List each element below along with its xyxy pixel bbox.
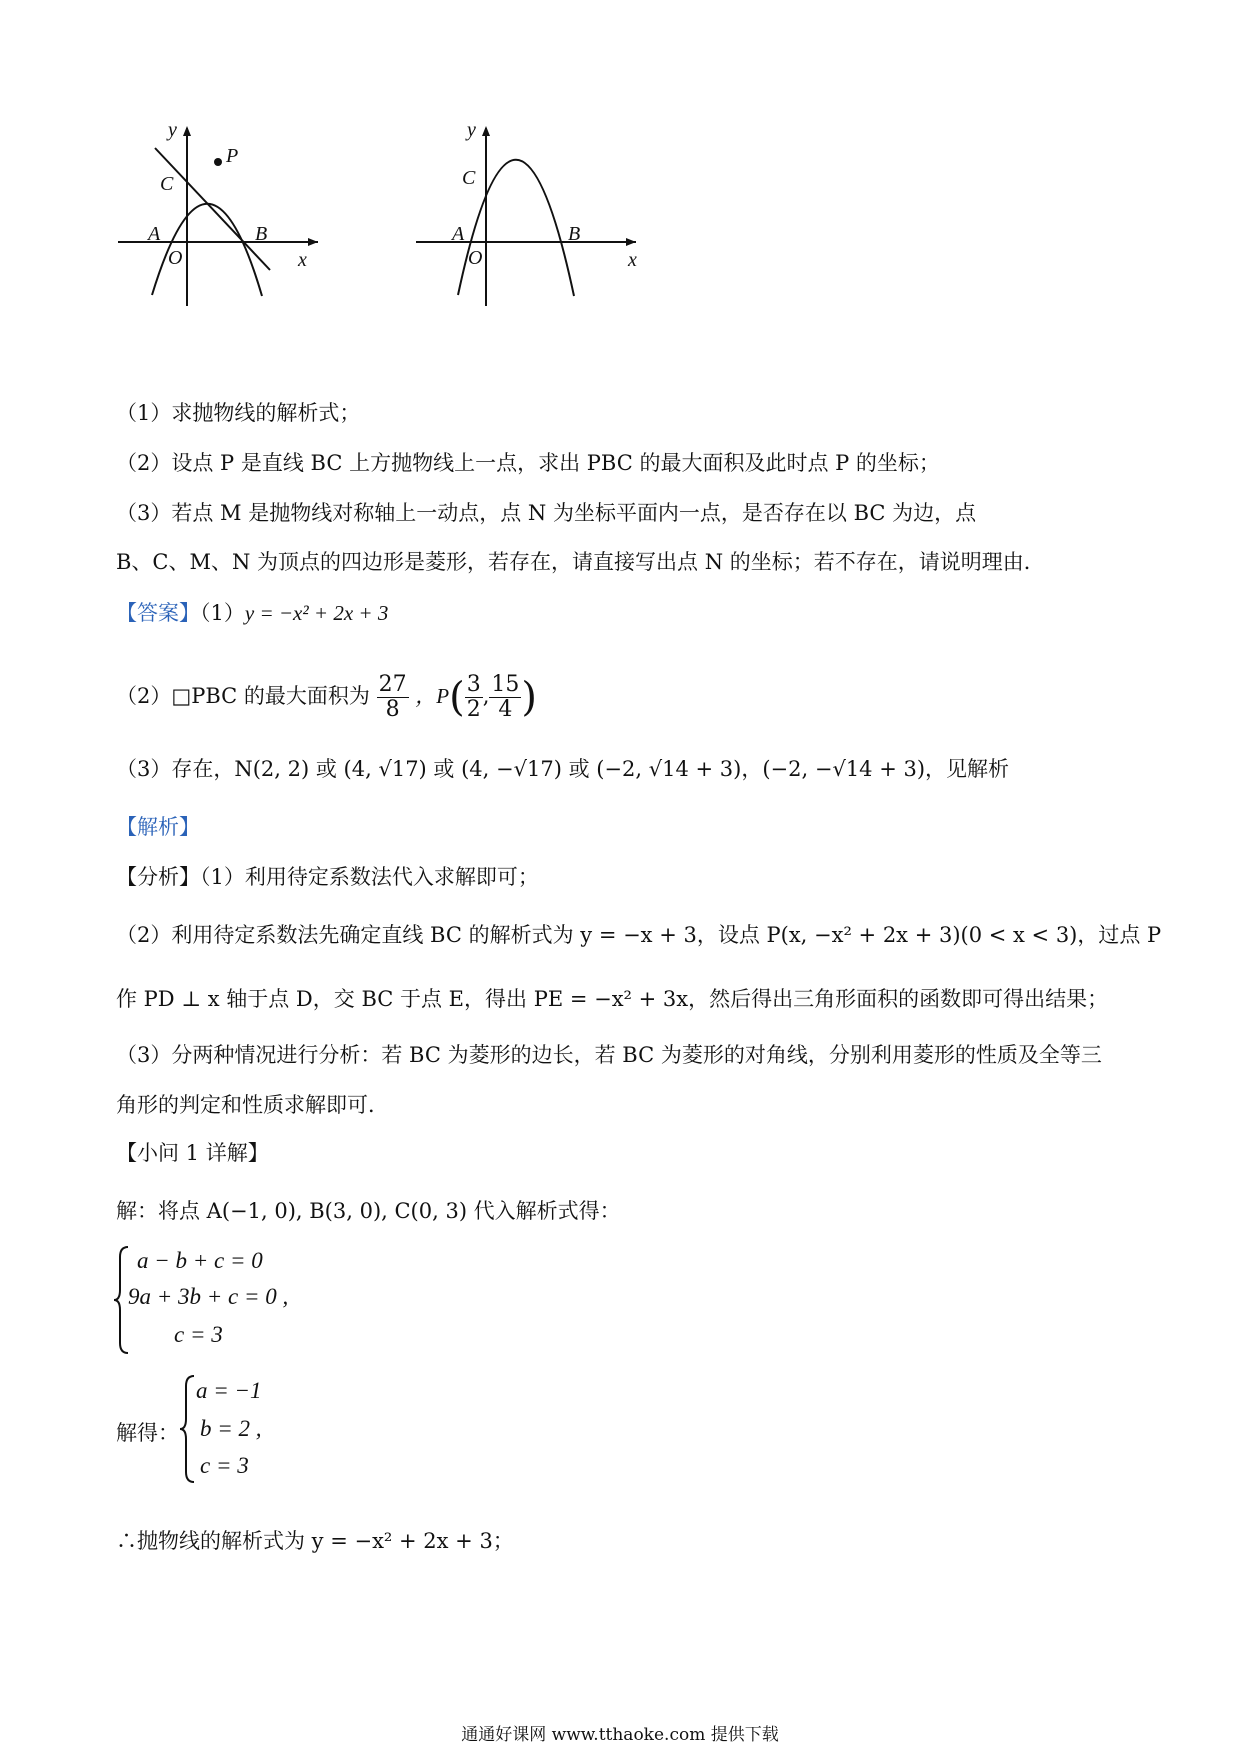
answer-2-prefix: （2） (116, 684, 172, 708)
analysis-fenxi: 【分析】（1）利用待定系数法代入求解即可； (116, 865, 539, 889)
solved-label: 解得： (116, 1421, 179, 1445)
analysis-part3-line2: 角形的判定和性质求解即可． (116, 1093, 389, 1117)
system-2-row-1: a = −1 (196, 1378, 262, 1403)
left-paren: ( (449, 674, 465, 721)
label-a: A (452, 223, 465, 245)
label-y: y (467, 120, 476, 141)
answer-label: 【答案】 (116, 601, 200, 625)
point-p-dot (214, 158, 222, 166)
max-area-fraction (377, 673, 409, 722)
label-x: x (298, 249, 307, 271)
question-3-line1: （3）若点 M 是抛物线对称轴上一动点，点 N 为坐标平面内一点，是否存在以 BC 为边，点 (116, 501, 977, 525)
analysis-part3-line1: （3）分两种情况进行分析：若 BC 为菱形的边长，若 BC 为菱形的对角线，分别利用菱形的性质及全等三 (116, 1043, 1102, 1067)
right-paren: ) (521, 674, 538, 721)
system-brace-2 (178, 1374, 198, 1484)
fraction-numerator: 15 (491, 672, 520, 697)
label-b: B (255, 223, 268, 245)
analysis-label: 【解析】 (116, 815, 200, 839)
fraction-denominator: 8 (385, 697, 400, 722)
label-b: B (568, 223, 581, 245)
system-1-row-2: 9a + 3b + c = 0 , (128, 1284, 289, 1309)
system-2-row-3: c = 3 (200, 1453, 249, 1478)
label-p: P (226, 145, 239, 167)
fraction-numerator: 27 (378, 672, 407, 697)
label-a: A (148, 223, 161, 245)
solution-conclusion: ∴抛物线的解析式为 y = −x² + 2x + 3； (116, 1529, 514, 1553)
answer-2-row: （2）□PBC 的最大面积为 $\frac{27}{8}$ ，P( $\frac{3}{2}$ , $\frac{15}{4}$ ) (116, 672, 538, 722)
answer-3: （3）存在，N(2, 2) 或 (4, √17) 或 (4, −√17) 或 (−2, √14 + 3)，(−2, −√14 + 3)，见解析 (116, 757, 1010, 781)
question-3-line2: B、C、M、N 为顶点的四边形是菱形，若存在，请直接写出点 N 的坐标；若不存在，请说明理由． (116, 550, 1045, 574)
question-2: （2）设点 P 是直线 BC 上方抛物线上一点，求出 PBC 的最大面积及此时点 P 的坐标； (116, 451, 940, 475)
answer-1-formula: y = −x² + 2x + 3 (244, 601, 389, 625)
answer-1-row (116, 598, 388, 628)
label-y: y (168, 120, 177, 141)
p-x-fraction (465, 673, 483, 722)
parabola-curve (458, 160, 574, 296)
label-c: C (160, 173, 174, 195)
solution-intro: 解：将点 A(−1, 0), B(3, 0), C(0, 3) 代入解析式得： (116, 1199, 621, 1223)
parabola-figure-right (410, 120, 650, 340)
system-1-row-1: a − b + c = 0 (137, 1248, 263, 1273)
answer-1-prefix: （1） (200, 601, 245, 625)
fraction-numerator: 3 (466, 672, 481, 697)
system-2-row-2: b = 2 , (200, 1416, 262, 1441)
fraction-denominator: 2 (466, 697, 481, 722)
analysis-part2-line1: （2）利用待定系数法先确定直线 BC 的解析式为 y = −x + 3，设点 P(x, −x² + 2x + 3)(0 < x < 3)，过点 P (116, 923, 1162, 947)
label-c: C (462, 167, 476, 189)
question-1: （1）求抛物线的解析式； (116, 401, 361, 425)
p-y-fraction (489, 673, 521, 722)
page-footer: 通通好课网 www.tthaoke.com 提供下载 (461, 1725, 779, 1745)
answer-2-p: ，P (415, 684, 450, 708)
fraction-denominator: 4 (498, 697, 513, 722)
analysis-part2-line2: 作 PD ⊥ x 轴于点 D，交 BC 于点 E，得出 PE = −x² + 3x，然后得出三角形面积的函数即可得出结果； (116, 987, 1109, 1011)
answer-2-text: □PBC 的最大面积为 (171, 684, 370, 708)
parabola-figure-left (110, 120, 370, 340)
system-1-row-3: c = 3 (174, 1322, 223, 1347)
solution-title: 【小问 1 详解】 (116, 1141, 269, 1165)
label-o: O (168, 247, 183, 269)
label-o: O (468, 247, 483, 269)
label-x: x (628, 249, 637, 271)
